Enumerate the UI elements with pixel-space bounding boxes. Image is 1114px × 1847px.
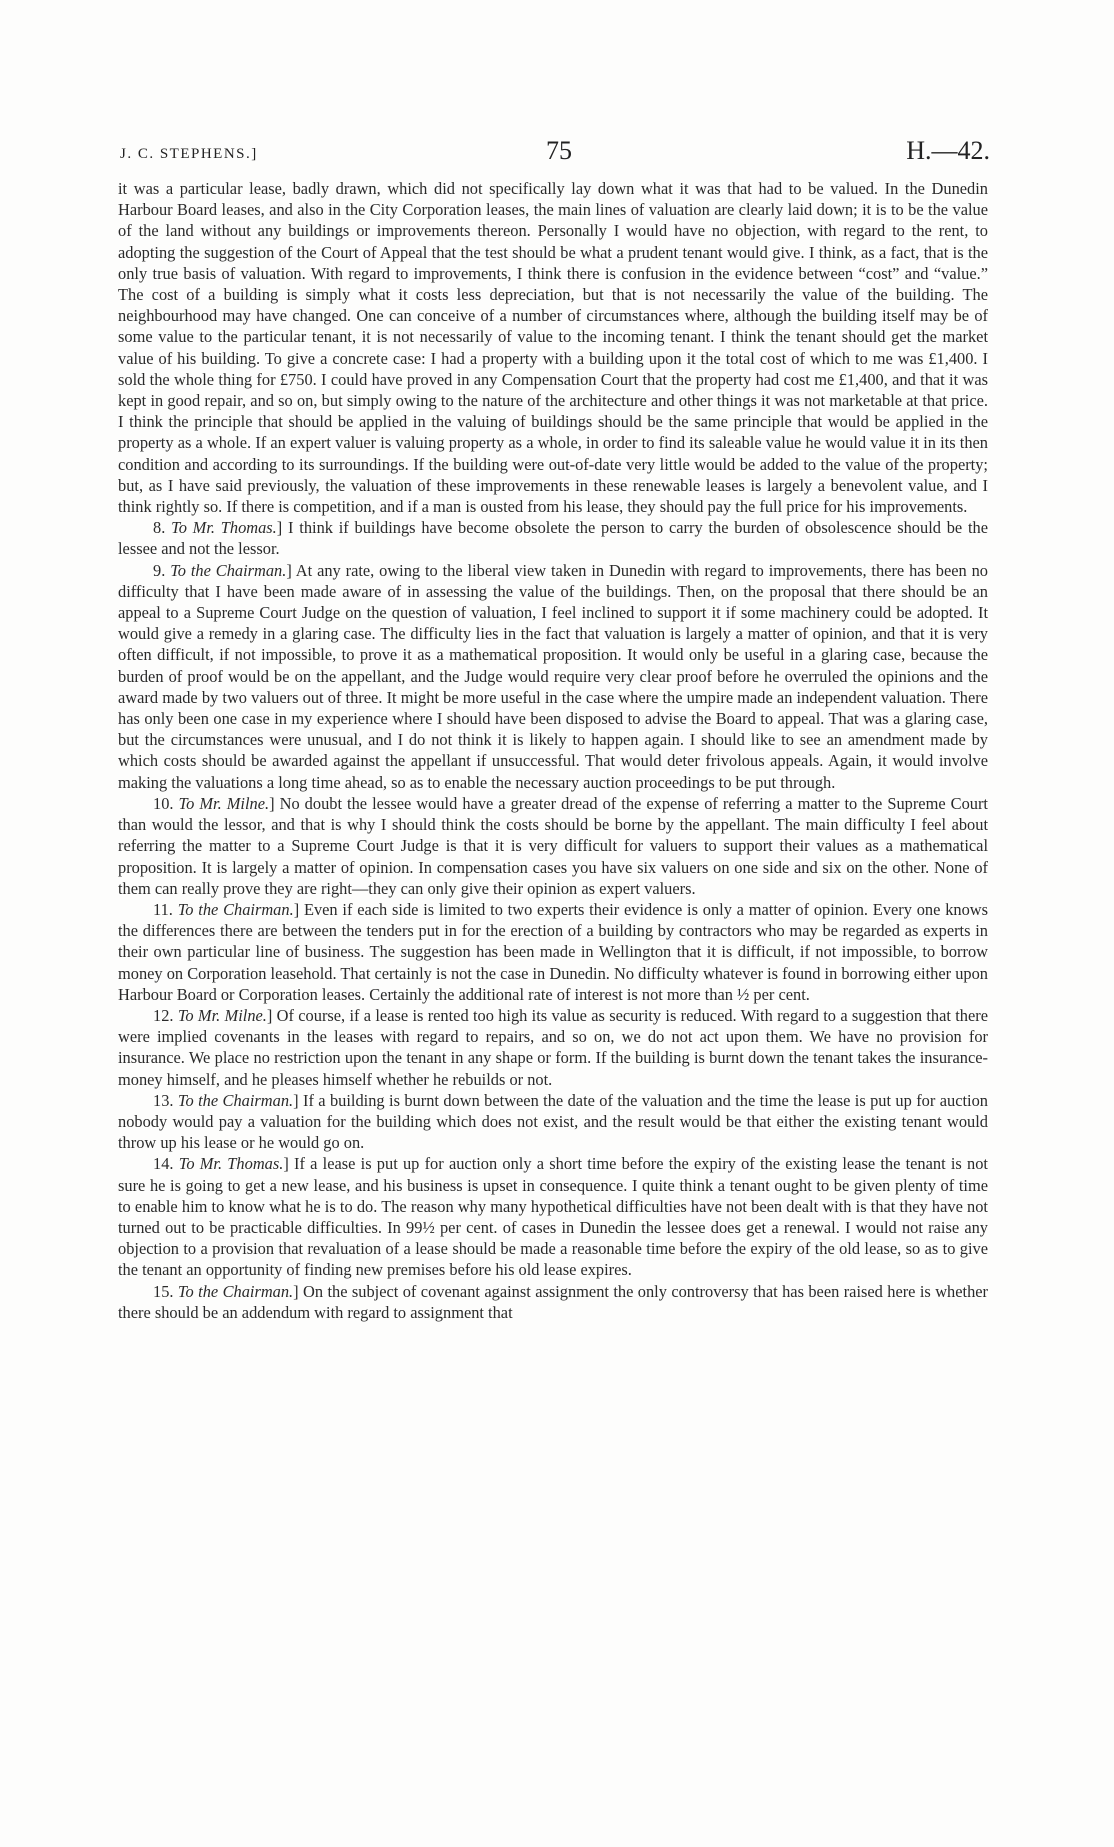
paragraph-10: 10. To Mr. Milne.] No doubt the lessee would have a greater dread of the expense of referring a matter to the Supreme Court than would the lessor, and that is why I should think the costs should be borne by the appellant. The main difficulty I feel about referring the matter to a Supreme Court Judge is that it is very difficult for valuers to support their values as a mathematical proposition. It is largely a matter of opinion. In compensation cases you have six valuers on one side and six on the other. None of them can really prove they are right—they can only give their opinion as expert valuers.	[118, 793, 988, 898]
paragraph-8: 8. To Mr. Thomas.] I think if buildings have become obsolete the person to carry the burden of obsolescence should be the lessee and not the lessor.	[118, 518, 988, 559]
paragraph-addressee: To Mr. Milne.	[177, 1005, 267, 1025]
paragraph-text: On the subject of covenant against assignment the only controversy that has been raised here is whether there should be an addendum with regard to assignment that	[118, 1281, 988, 1322]
paragraph-number: 9.	[153, 560, 166, 580]
paragraph-text: Of course, if a lease is rented too high its value as security is reduced. With regard to a suggestion that there were implied covenants in the leases with regard to repairs, and so on, we do not act upon them. We have no provision for insurance. We place no restriction upon the tenant in any shape or form. If the building is burnt down the tenant takes the insurance-money himself, and he pleases himself whether he rebuilds or not.	[118, 1005, 988, 1089]
paragraph-text: No doubt the lessee would have a greater dread of the expense of referring a matter to the Supreme Court than would the lessor, and that is why I should think the costs should be borne by the appellant. The main difficulty I feel about referring the matter to a Supreme Court Judge is that it is very difficult for valuers to support their values as a mathematical proposition. It is largely a matter of opinion. In compensation cases you have six valuers on one side and six on the other. None of them can really prove they are right—they can only give their opinion as expert valuers.	[118, 793, 988, 898]
paragraph-13: 13. To the Chairman.] If a building is burnt down between the date of the valuation and the time the lease is put up for auction nobody would pay a valuation for the building which does not exist, and the result would be that either the existing tenant would throw up his lease or he would go on.	[118, 1090, 988, 1153]
paragraph-addressee: To Mr. Milne.	[178, 793, 270, 813]
witness-name: J. C. STEPHENS.]	[120, 146, 258, 162]
paragraph-number: 8.	[153, 518, 166, 538]
paragraph-addressee: To the Chairman.	[177, 1090, 294, 1110]
paragraph-9: 9. To the Chairman.] At any rate, owing to the liberal view taken in Dunedin with regard to improvements, there has been no difficulty that I have been made aware of in assessing the value of the buildings. Then, on the proposal that there should be an appeal to a Supreme Court Judge on the question of valuation, I feel inclined to support it if some machinery could be adopted. It would give a remedy in a glaring case. The difficulty lies in the fact that valuation is largely a matter of opinion, and that it is very often difficult, if not impossible, to prove it as a mathematical proposition. It would only be useful in a glaring case, because the burden of proof would be on the appellant, and the Judge would require very clear proof before he overruled the opinions and the award made by two valuers out of three. It might be more useful in the case where the umpire made an independent valuation. There has only been one case in my experience where I should have been disposed to advise the Board to appeal. That was a glaring case, but the circumstances were unusual, and I do not think it is likely to happen again. I should like to see an amendment made by which costs should be awarded against the appellant if unsuccessful. That would deter frivolous appeals. Again, it would involve making the valuations a long time ahead, so as to enable the necessary auction proceedings to be put through.	[118, 560, 989, 792]
paragraph-text: If a lease is put up for auction only a short time before the expiry of the existing lease the tenant is not sure he is going to get a new lease, and his business is upset in consequence. I quite think a tenant ought to be given plenty of time to enable him to know what he is to do. The reason why many hypothetical difficulties have not been dealt with is that they have not turned out to be practicable difficulties. In 99½ per cent. of cases in Dunedin the lessee does get a renewal. I would not raise any objection to a provision that revaluation of a lease should be made a reasonable time before the expiry of the old lease, so as to give the tenant an opportunity of finding new premises before his old lease expires.	[118, 1154, 988, 1280]
page-header	[118, 136, 998, 176]
paragraph-number: 13.	[153, 1090, 174, 1110]
paragraph-15: 15. To the Chairman.] On the subject of covenant against assignment the only controversy that has been raised here is whether there should be an addendum with regard to assignment that	[118, 1281, 988, 1322]
paragraph-text: At any rate, owing to the liberal view taken in Dunedin with regard to improvements, there has been no difficulty that I have been made aware of in assessing the value of the buildings. Then, on the proposal that there should be an appeal to a Supreme Court Judge on the question of valuation, I feel inclined to support it if some machinery could be adopted. It would give a remedy in a glaring case. The difficulty lies in the fact that valuation is largely a matter of opinion, and that it is very often difficult, if not impossible, to prove it as a mathematical proposition. It would only be useful in a glaring case, because the burden of proof would be on the appellant, and the Judge would require very clear proof before he overruled the opinions and the award made by two valuers out of three. It might be more useful in the case where the umpire made an independent valuation. There has only been one case in my experience where I should have been disposed to advise the Board to appeal. That was a glaring case, but the circumstances were unusual, and I do not think it is likely to happen again. I should like to see an amendment made by which costs should be awarded against the appellant if unsuccessful. That would deter frivolous appeals. Again, it would involve making the valuations a long time ahead, so as to enable the necessary auction proceedings to be put through.	[118, 560, 989, 792]
paragraph-number: 15.	[153, 1281, 174, 1301]
paragraph-text: it was a particular lease, badly drawn, which did not specifically lay down what it was that had to be valued. In the Dunedin Harbour Board leases, and also in the City Corporation leases, the main lines of valuation are clearly laid down; it is to be the value of the land without any buildings or improvements thereon. Personally I would have no objection, with regard to the rent, to adopting the suggestion of the Court of Appeal that the test should be what a prudent tenant would give. I think, as a fact, that is the only true basis of valuation. With regard to improvements, I think there is confusion in the evidence between “cost” and “value.” The cost of a building is simply what it costs less depreciation, but that is not necessarily the value of the building. The neighbourhood may have changed. One can conceive of a number of circumstances where, although the building itself may be of some value to the particular tenant, it is not necessarily of value to the incoming tenant. I think the tenant should get the market value of his building. To give a concrete case: I had a property with a building upon it the total cost of which to me was £1,400. I sold the whole thing for £750. I could have proved in any Compensation Court that the property had cost me £1,400, and that it was kept in good repair, and so on, but simply owing to the nature of the architecture and other things it was not marketable at that price. I think the principle that should be applied in the valuing of buildings should be the same principle that would be applied in the property as a whole. If an expert valuer is valuing property as a whole, in order to find its saleable value he would value it in its then condition and according to its surroundings. If the building were out-of-date very little would be added to the value of the property; but, as I have said previously, the valuation of these improvements in these renewable leases is largely a benevolent value, and I think rightly so. If there is competition, and if a man is ousted from his lease, they should pay the full price for his improvements.	[118, 179, 988, 517]
paragraph-number: 12.	[153, 1005, 174, 1025]
page-number: 75	[546, 136, 572, 165]
paragraph-number: 11.	[153, 899, 173, 919]
paragraph-addressee: To the Chairman.	[177, 899, 294, 919]
paragraph-addressee: To Mr. Thomas.	[178, 1154, 284, 1174]
paragraph-11: 11. To the Chairman.] Even if each side is limited to two experts their evidence is only a matter of opinion. Every one knows the differences there are between the tenders put in for the erection of a building by contractors who may be regarded as experts in their own particular line of business. The suggestion has been made in Wellington that it is difficult, if not impossible, to borrow money on Corporation leasehold. That certainly is not the case in Dunedin. No difficulty whatever is found in borrowing either upon Harbour Board or Corporation leases. Certainly the additional rate of interest is not more than ½ per cent.	[118, 899, 988, 1004]
paragraph-number: 10.	[153, 793, 174, 813]
paragraph-continued	[118, 178, 988, 517]
paper-reference: H.—42.	[906, 136, 990, 165]
paragraph-addressee: To Mr. Thomas.	[171, 518, 277, 538]
paragraph-text: If a building is burnt down between the date of the valuation and the time the lease is put up for auction nobody would pay a valuation for the building which does not exist, and the result would be that either the existing tenant would throw up his lease or he would go on.	[118, 1090, 988, 1153]
paragraph-text: Even if each side is limited to two experts their evidence is only a matter of opinion. Every one knows the differences there are between the tenders put in for the erection of a building by contractors who may be regarded as experts in their own particular line of business. The suggestion has been made in Wellington that it is difficult, if not impossible, to borrow money on Corporation leasehold. That certainly is not the case in Dunedin. No difficulty whatever is found in borrowing either upon Harbour Board or Corporation leases. Certainly the additional rate of interest is not more than ½ per cent.	[118, 899, 988, 1004]
paragraph-addressee: To the Chairman.	[177, 1281, 294, 1301]
body-text	[118, 178, 988, 1323]
paragraph-12: 12. To Mr. Milne.] Of course, if a lease is rented too high its value as security is reduced. With regard to a suggestion that there were implied covenants in the leases with regard to repairs, and so on, we do not act upon them. We have no provision for insurance. We place no restriction upon the tenant in any shape or form. If the building is burnt down the tenant takes the insurance-money himself, and he pleases himself whether he rebuilds or not.	[118, 1005, 988, 1089]
paragraph-14: 14. To Mr. Thomas.] If a lease is put up for auction only a short time before the expiry of the existing lease the tenant is not sure he is going to get a new lease, and his business is upset in consequence. I quite think a tenant ought to be given plenty of time to enable him to know what he is to do. The reason why many hypothetical difficulties have not been dealt with is that they have not turned out to be practicable difficulties. In 99½ per cent. of cases in Dunedin the lessee does get a renewal. I would not raise any objection to a provision that revaluation of a lease should be made a reasonable time before the expiry of the old lease, so as to give the tenant an opportunity of finding new premises before his old lease expires.	[118, 1154, 988, 1280]
paragraph-addressee: To the Chairman.	[170, 560, 287, 580]
paragraph-text: I think if buildings have become obsolete the person to carry the burden of obsolescence should be the lessee and not the lessor.	[118, 518, 988, 559]
paragraph-number: 14.	[153, 1154, 174, 1174]
